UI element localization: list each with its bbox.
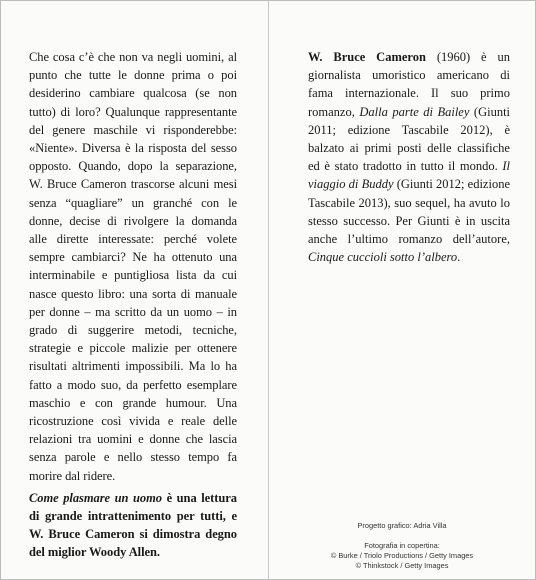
right-flap xyxy=(269,1,535,579)
description-paragraph: Che cosa c’è che non va negli uomini, al punto che tutte le donne prima o poi desiderino cambiare qualcosa (se non tutto) di loro? Qualunque rappresentante del genere maschile vi risponderebbe: «Niente». Diversa è la risposta del sesso opposto. Quando, dopo la separazione, W. Bruce Cameron trascorse alcuni mesi senza “quagliare” un granché con le donne, decise di rivolgere la domanda alle dirette interessate: perché volete sempre cambiarci? Ne ha ottenuto una interminabile e puntigliosa lista da cui nasce questo libro: una sorta di manuale per donne – ma scritto da un uomo – in grado di suggerire metodi, tecniche, strategie e piccole malizie per ottenere risultati altrimenti impossibili. Ma lo ha fatto a modo suo, da perfetto esemplare maschio e con grande humour. Una ricostruzione così vivida e reale delle relazioni tra uomini e donne che lascia senza parole e nello stesso tempo fa morire dal ridere. xyxy=(29,50,237,483)
book-title-3: Cinque cuccioli sotto l’albero xyxy=(308,250,458,265)
author-name: W. Bruce Cameron xyxy=(308,50,426,64)
bio-text: . xyxy=(457,250,461,265)
author-bio xyxy=(308,48,510,266)
bio-text: (1960) è un giornalista umoristico americano di fama internazionale. Il suo primo romanzo, xyxy=(308,50,510,119)
cover-credit-title: Fotografia in copertina: xyxy=(364,541,440,550)
cover-credit-line: © Thinkstock / Getty Images xyxy=(355,561,449,570)
bio-text: (Giunti 2011; edizione Tascabile 2012), è balzato ai primi posti delle classifiche ed è stato tradotto in tutto il mondo. xyxy=(308,104,511,174)
bio-text: (Giunti 2012; edizione Tascabile 2013), suo sequel, ha avuto lo stesso successo. Per Giunti è in uscita anche l’ultimo romanzo dell’autore, xyxy=(308,177,511,247)
design-credit-text: Progetto grafico: Adria Villa xyxy=(357,521,447,530)
book-description xyxy=(29,48,237,562)
cover-photo-credits xyxy=(269,541,535,571)
book-title-2: Il viaggio di Buddy xyxy=(308,159,510,192)
author-bio-paragraph xyxy=(308,48,510,266)
book-title-1: Dalla parte di Bailey xyxy=(359,104,470,119)
left-flap xyxy=(1,1,268,579)
book-title: Come plasmare un uomo xyxy=(29,490,162,505)
cover-credit-line: © Burke / Triolo Productions / Getty Images xyxy=(330,551,474,560)
design-credit xyxy=(269,521,535,531)
closing-text: è una lettura di grande intrattenimento per tutti, e W. Bruce Cameron si dimostra degno del miglior Woody Allen. xyxy=(29,490,237,560)
description-closing-paragraph xyxy=(29,489,237,562)
